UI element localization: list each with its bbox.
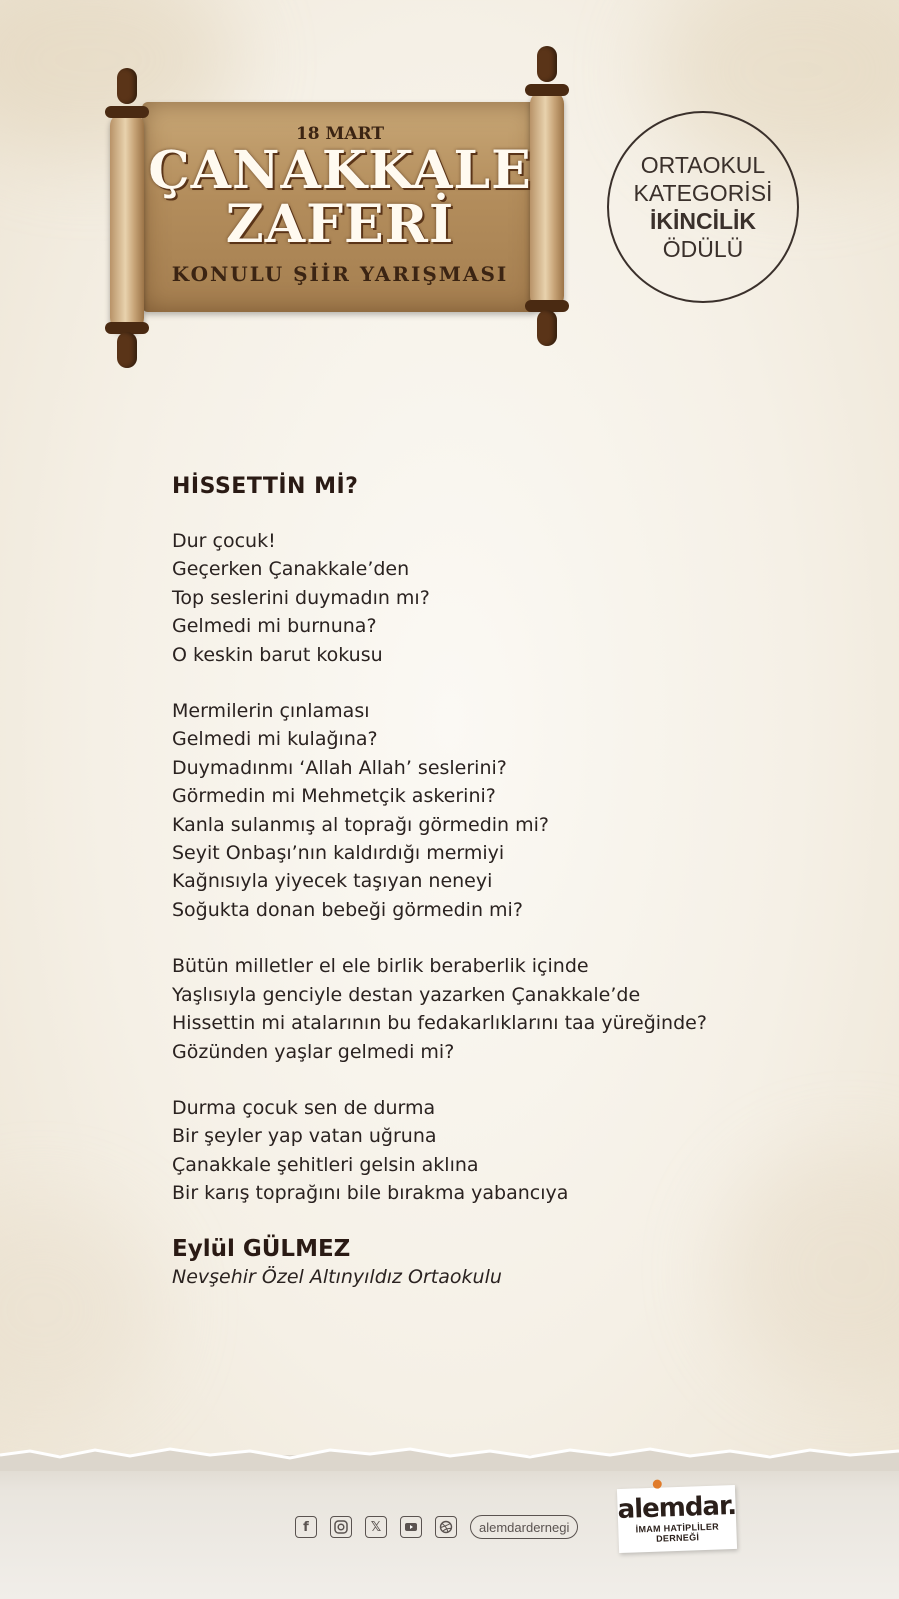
poem-line: Geçerken Çanakkale’den xyxy=(172,558,410,581)
poem-author: Eylül GÜLMEZ xyxy=(172,1235,351,1262)
instagram-icon[interactable] xyxy=(330,1516,352,1538)
roller-ring xyxy=(525,84,569,96)
poem-line: Çanakkale şehitleri gelsin aklına xyxy=(172,1153,479,1176)
torn-paper-edge xyxy=(0,1441,899,1471)
poem-stanza xyxy=(172,1094,812,1208)
banner-title-line2: ZAFERİ xyxy=(225,194,455,255)
poem-line: Gelmedi mi burnuna? xyxy=(172,615,377,638)
youtube-icon[interactable] xyxy=(400,1516,422,1538)
poem-line: Top seslerini duymadın mı? xyxy=(172,586,430,609)
social-links xyxy=(295,1515,578,1539)
poem-line: Kanla sulanmış al toprağı görmedin mi? xyxy=(172,813,549,836)
poem-line: Durma çocuk sen de durma xyxy=(172,1096,436,1119)
poem-line: Bir karış toprağını bile bırakma yabancıya xyxy=(172,1182,569,1205)
poem-line: Duymadınmı ‘Allah Allah’ seslerini? xyxy=(172,756,507,779)
facebook-icon[interactable]: f xyxy=(295,1516,317,1538)
poem-line: Görmedin mi Mehmetçik askerini? xyxy=(172,785,496,808)
roller-knob xyxy=(537,46,557,82)
award-line-strong: İKİNCİLİK xyxy=(649,208,757,234)
award-line: ÖDÜLÜ xyxy=(662,236,744,262)
poem-stanza xyxy=(172,697,812,924)
poem-stanza xyxy=(172,527,812,669)
banner-subtitle: KONULU ŞİİR YARIŞMASI xyxy=(171,262,509,286)
poem-line: Yaşlısıyla genciyle destan yazarken Çanakkale’de xyxy=(172,983,641,1006)
social-handle[interactable]: alemdardernegi xyxy=(470,1515,578,1539)
roller-knob xyxy=(117,68,137,104)
banner-date: 18 MART xyxy=(295,124,385,144)
poem-line: Kağnısıyla yiyecek taşıyan neneyi xyxy=(172,870,493,893)
award-line: KATEGORİSİ xyxy=(633,180,773,206)
logo-main-text: alemdar. xyxy=(617,1490,737,1526)
dribbble-icon[interactable] xyxy=(435,1516,457,1538)
poem-line: Bütün milletler el ele birlik beraberlik içinde xyxy=(172,955,589,978)
banner-text xyxy=(142,102,538,312)
scroll-roller-left xyxy=(110,112,144,332)
poem-line: Seyit Onbaşı’nın kaldırdığı mermiyi xyxy=(172,842,505,865)
award-line: ORTAOKUL xyxy=(640,152,766,178)
roller-knob xyxy=(537,310,557,346)
poem-line: Gözünden yaşlar gelmedi mi? xyxy=(172,1040,455,1063)
poem-line: Bir şeyler yap vatan uğruna xyxy=(172,1125,437,1148)
pin-icon xyxy=(653,1480,662,1489)
logo-sub-text: İMAM HATİPLİLER DERNEĞİ xyxy=(635,1521,720,1544)
award-badge xyxy=(607,111,799,303)
banner-title-line1: ÇANAKKALE xyxy=(148,140,532,201)
author-school: Nevşehir Özel Altınyıldız Ortaokulu xyxy=(172,1265,502,1288)
poem-line: O keskin barut kokusu xyxy=(172,643,383,666)
alemdar-logo xyxy=(617,1485,737,1553)
poem-line: Soğukta donan bebeği görmedin mi? xyxy=(172,898,523,921)
x-icon[interactable]: 𝕏 xyxy=(365,1516,387,1538)
poem-stanza xyxy=(172,952,812,1066)
poem-line: Gelmedi mi kulağına? xyxy=(172,728,378,751)
poem-line: Dur çocuk! xyxy=(172,530,276,552)
poem-line: Mermilerin çınlaması xyxy=(172,700,370,723)
poem-title: HİSSETTİN Mİ? xyxy=(172,474,359,499)
poem xyxy=(172,474,812,1288)
poem-line: Hissettin mi atalarının bu fedakarlıklarını taa yüreğinde? xyxy=(172,1012,707,1035)
scroll-banner xyxy=(100,40,580,370)
footer xyxy=(0,1455,899,1599)
roller-knob xyxy=(117,332,137,368)
